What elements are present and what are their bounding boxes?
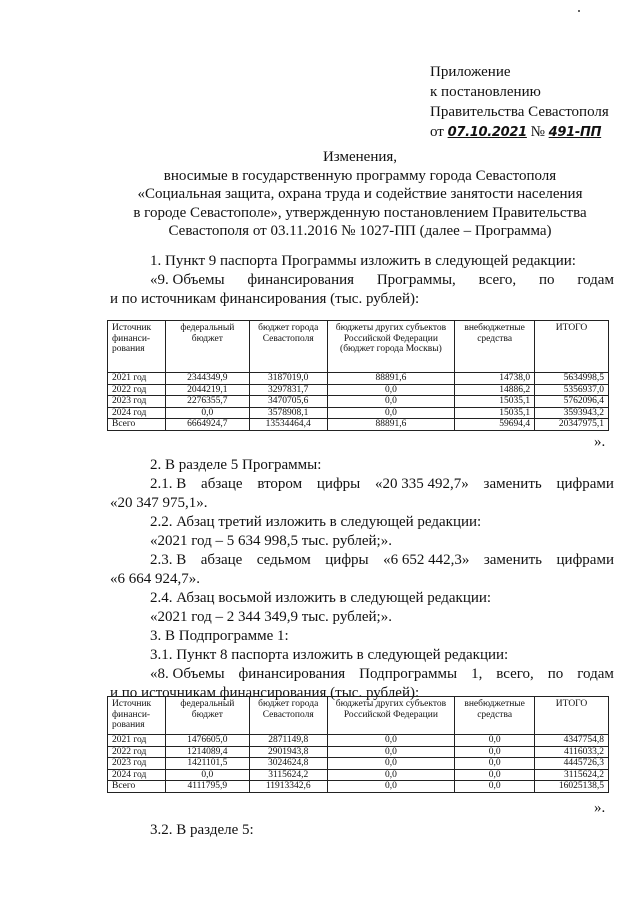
cell: 0,0 (455, 781, 535, 793)
handwritten-date: 07.10.2021 (447, 125, 527, 140)
approval-date-line (430, 122, 609, 143)
word: «20 335 492,7» (375, 476, 469, 492)
cell: 4116033,2 (535, 746, 609, 758)
table-row (108, 373, 609, 385)
cell: 13534464,4 (249, 419, 327, 431)
cell: 2024 год (108, 407, 166, 419)
table-row (108, 746, 609, 758)
word: финансирования (247, 272, 355, 288)
cell: 59694,4 (455, 419, 535, 431)
word: втором (257, 476, 303, 492)
cell: 2024 год (108, 769, 166, 781)
cell: 0,0 (165, 769, 249, 781)
header-source: Источник финанси-рования (108, 697, 166, 735)
word: заменить (483, 552, 543, 568)
section3-2-line: 3.2. В разделе 5: (150, 822, 254, 838)
title-line-5: Севастополя от 03.11.2016 № 1027-ПП (далее – Программа) (168, 223, 552, 239)
header-other-subjects: бюджеты других субъектов Российской Федерации (бюджет города Москвы) (327, 321, 455, 373)
header-total: ИТОГО (535, 321, 609, 373)
cell: 2021 год (108, 735, 166, 747)
cell: 6664924,7 (165, 419, 249, 431)
header-federal: федеральный бюджет (165, 321, 249, 373)
cell: 0,0 (327, 384, 455, 396)
word: по (538, 272, 555, 288)
cell: 2044219,1 (165, 384, 249, 396)
cell: 5634998,5 (535, 373, 609, 385)
word: Программы, (376, 272, 456, 288)
word: цифры (325, 552, 369, 568)
section3-line1: 3. В Подпрограмме 1: (150, 628, 289, 644)
word: «6 652 442,3» (383, 552, 470, 568)
word: цифры (316, 476, 361, 492)
section2-line1: 2. В разделе 5 Программы: (150, 457, 322, 473)
section2-line6 (150, 551, 614, 570)
cell: 1476605,0 (165, 735, 249, 747)
handwritten-number: 491-ПП (548, 125, 602, 140)
cell: 88891,6 (327, 419, 455, 431)
title-line-3: «Социальная защита, охрана труда и содействие занятости населения (137, 186, 583, 202)
word: цифрами (556, 552, 614, 568)
number-prefix: № (530, 124, 545, 140)
word: 2.3. В (150, 552, 187, 568)
cell: 3593943,2 (535, 407, 609, 419)
cell: 5356937,0 (535, 384, 609, 396)
cell: 3297831,7 (249, 384, 327, 396)
section2-line8: 2.4. Абзац восьмой изложить в следующей редакции: (150, 590, 492, 606)
cell: 4445726,3 (535, 758, 609, 770)
word: финансирования (238, 666, 346, 682)
cell: 3470705,6 (249, 396, 327, 408)
cell: 3115624,2 (535, 769, 609, 781)
cell: 0,0 (327, 735, 455, 747)
cell: 0,0 (327, 781, 455, 793)
approval-block (430, 62, 609, 143)
section2-line5: «2021 год – 5 634 998,5 тыс. рублей;». (150, 533, 392, 549)
cell: 0,0 (327, 396, 455, 408)
table-row (108, 758, 609, 770)
word: цифрами (556, 476, 614, 492)
title-line-4: в городе Севастополе», утвержденную постановлением Правительства (133, 204, 587, 221)
cell: Всего (108, 419, 166, 431)
word: 1, (471, 666, 483, 682)
cell: 3024624,8 (249, 758, 327, 770)
cell: 1421101,5 (165, 758, 249, 770)
cell: 2901943,8 (249, 746, 327, 758)
cell: 1214089,4 (165, 746, 249, 758)
table-row (108, 769, 609, 781)
cell: 0,0 (455, 769, 535, 781)
section2-line7: «6 664 924,7». (110, 571, 200, 587)
section2-line4: 2.2. Абзац третий изложить в следующей редакции: (150, 514, 482, 530)
header-extrabudget: внебюджетные средства (455, 321, 535, 373)
cell: 0,0 (327, 758, 455, 770)
cell: 0,0 (327, 769, 455, 781)
cell: 2022 год (108, 384, 166, 396)
cell: Всего (108, 781, 166, 793)
word: годам (577, 272, 614, 288)
word: по (547, 666, 564, 682)
cell: 5762096,4 (535, 396, 609, 408)
header-other-subjects: бюджеты других субъектов Российской Федерации (327, 697, 455, 735)
section3-line2: 3.1. Пункт 8 паспорта изложить в следующей редакции: (150, 647, 509, 663)
word: абзаце (201, 476, 243, 492)
approval-line-1: Приложение (430, 64, 511, 80)
cell: 88891,6 (327, 373, 455, 385)
cell: 3187019,0 (249, 373, 327, 385)
word: 2.1. В (150, 476, 187, 492)
approval-line-2: к постановлению (430, 84, 541, 100)
cell: 3578908,1 (249, 407, 327, 419)
word: годам (577, 666, 614, 682)
section3-line4: и по источникам финансирования (тыс. рублей): (110, 685, 420, 701)
from-prefix: от (430, 124, 444, 140)
cell: 2021 год (108, 373, 166, 385)
word: всего, (478, 272, 517, 288)
cell: 14738,0 (455, 373, 535, 385)
word: седьмом (256, 552, 311, 568)
approval-line-3: Правительства Севастополя (430, 104, 609, 120)
document-title (100, 148, 620, 241)
word: Подпрограммы (359, 666, 458, 682)
header-total: ИТОГО (535, 697, 609, 735)
cell: 2022 год (108, 746, 166, 758)
word: заменить (483, 476, 542, 492)
cell: 2344349,9 (165, 373, 249, 385)
word: «9. Объемы (150, 272, 225, 288)
cell: 16025138,5 (535, 781, 609, 793)
table-row-total (108, 419, 609, 431)
header-extrabudget: внебюджетные средства (455, 697, 535, 735)
cell: 4347754,8 (535, 735, 609, 747)
cell: 0,0 (327, 746, 455, 758)
title-line-2: вносимые в государственную программу города Севастополя (163, 167, 557, 184)
para1-line2 (150, 271, 614, 290)
cell: 3115624,2 (249, 769, 327, 781)
table-row-total (108, 781, 609, 793)
section2-line3: «20 347 975,1». (110, 495, 208, 511)
header-source: Источник финанси-рования (108, 321, 166, 373)
cell: 2023 год (108, 758, 166, 770)
word: всего, (496, 666, 534, 682)
word: абзаце (200, 552, 243, 568)
table-row (108, 407, 609, 419)
table2-closing-quote: ». (594, 800, 606, 816)
table1-closing-quote: ». (594, 434, 606, 450)
cell: 15035,1 (455, 396, 535, 408)
cell: 0,0 (455, 758, 535, 770)
title-line-1: Изменения, (322, 149, 398, 165)
cell: 15035,1 (455, 407, 535, 419)
section2-line2 (150, 475, 614, 494)
word: «8. Объемы (150, 666, 225, 682)
cell: 4111795,9 (165, 781, 249, 793)
header-federal: федеральный бюджет (165, 697, 249, 735)
cell: 14886,2 (455, 384, 535, 396)
cell: 0,0 (327, 407, 455, 419)
cell: 2023 год (108, 396, 166, 408)
header-city: бюджет города Севастополя (249, 697, 327, 735)
cell: 0,0 (165, 407, 249, 419)
table-row (108, 735, 609, 747)
cell: 2276355,7 (165, 396, 249, 408)
table-row (108, 384, 609, 396)
cell: 20347975,1 (535, 419, 609, 431)
cell: 11913342,6 (249, 781, 327, 793)
cell: 2871149,8 (249, 735, 327, 747)
cell: 0,0 (455, 746, 535, 758)
para1-line1: 1. Пункт 9 паспорта Программы изложить в следующей редакции: (150, 253, 576, 269)
header-city: бюджет города Севастополя (249, 321, 327, 373)
financing-table-subprogram (107, 696, 609, 793)
table-row (108, 396, 609, 408)
section2-line9: «2021 год – 2 344 349,9 тыс. рублей;». (150, 609, 392, 625)
financing-table-program (107, 320, 609, 431)
section3-line3 (150, 665, 614, 684)
scan-dot (578, 10, 580, 12)
cell: 0,0 (455, 735, 535, 747)
para1-line3: и по источникам финансирования (тыс. рублей): (110, 291, 420, 307)
